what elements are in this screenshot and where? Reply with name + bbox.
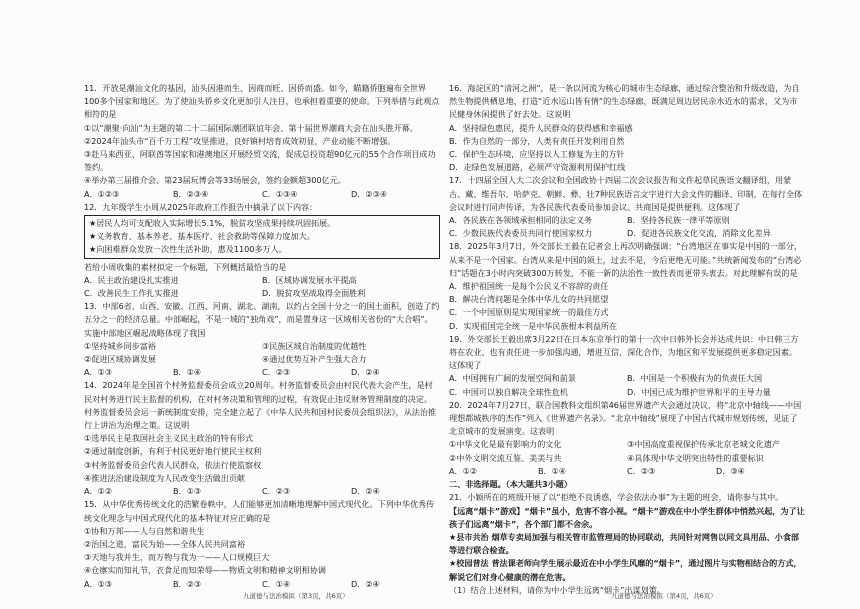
question-stem: 13．中部6省，山西、安徽、江西、河南、湖北、湖南，以约占全国十分之一的国土面积，创造了约五分之一的经济总量。中部崛起，不是一域的“独角戏”，而是置身这一区域相关省份的“大合唱”。实施中部地区崛起战略体现了我国 — [84, 301, 440, 338]
statement-item: ④仓廪实而知礼节，衣食足而知荣辱——物质文明和精神文明相协调 — [84, 565, 326, 576]
answer-options — [449, 386, 805, 399]
answer-options — [449, 227, 805, 240]
statement-item: ②促进区域协调发展 — [84, 354, 157, 365]
answer-options — [449, 214, 805, 227]
option-d: D．②④ — [351, 578, 380, 589]
answer-options — [84, 366, 440, 379]
statement-item: ②中外文明交流互鉴、美美与共 — [449, 452, 562, 463]
option-c: C．①③④ — [262, 188, 298, 199]
left-column — [84, 82, 440, 591]
statement-row — [84, 340, 440, 353]
answer-options — [84, 485, 440, 498]
material-paragraph: 【远离“烟卡”游戏】“烟卡”虽小，危害不容小视。“烟卡”游戏在中小学生群体中悄然兴起，为了让孩子们远离“烟卡”，各个部门都不舍余。 — [449, 505, 805, 529]
question-stem: 16．海淀区的“清河之洲”，是一条以河流为核心的城市生态绿廊，通过综合整治和升级改造，为自然生物提供栖息地，打造“近水远山皆有情”的生态绿廊，既满足周边居民亲水近水的需求，又为市民健身休闲提供了好去处。这说明 — [449, 83, 800, 120]
option-c: C．②③ — [262, 486, 291, 497]
statement-item: ④推进法治建设制度为人民改变生活做出贡献 — [84, 472, 246, 483]
statement-item: ④通过优势互补产生强大合力 — [262, 354, 367, 365]
statement-item: ③村务监督委员会代表人民群众，依法行使监察权 — [84, 459, 262, 470]
option-b: B．解决台湾问题是全体中华儿女的共同愿望 — [449, 294, 609, 305]
statement-item: ①中华文化是最有影响力的文化 — [449, 439, 562, 450]
option-a: A．①② — [84, 486, 113, 497]
right-column — [449, 82, 805, 597]
question-stem: 11．开放是潮汕文化的基因，汕头因港而生、因商而旺、因侨而盛。如今，瞄籍侨胞遍布全世界100多个国家和地区。为了使汕头侨乡文化更加引人注目，也承担着重要的使命。下列举措与此观点相符的是 — [84, 83, 440, 120]
option-a: A．①③ — [84, 367, 113, 378]
option-a: A．①② — [449, 465, 478, 476]
statement-item: ③民族区域自治制度的优越性 — [262, 340, 367, 351]
option-b: B．①③ — [173, 486, 202, 497]
answer-options — [449, 372, 805, 385]
option-b: B．①④ — [538, 465, 567, 476]
option-c: C．②③ — [262, 367, 291, 378]
material-line: ★居民人均可支配收入实际增长5.1%，脱贫攻坚成果持续巩固拓展。 — [89, 218, 336, 229]
question-prompt: 若给小周收集的素材拟定一个标题，下列概括最恰当的是 — [84, 261, 287, 272]
option-d: D．促进各民族文化交流，消除文化差异 — [627, 228, 771, 239]
answer-options — [449, 465, 805, 478]
option-d: D．②③④ — [351, 188, 388, 199]
option-a: A．中国拥有广阔的发展空间和前景 — [449, 373, 576, 384]
option-d: D．②④ — [351, 367, 380, 378]
statement-item: ③赴马来西亚、阿联酋等国家和港澳地区开展经贸交流，促成总投资超90亿元的55个合作项目成功签约。 — [84, 149, 436, 173]
statement-row — [449, 452, 805, 465]
option-d: D．走绿色发展道路，必须严守资源利用保护红线 — [449, 162, 626, 173]
answer-options — [84, 578, 440, 591]
question-stem: 17．十四届全国人大二次会议和全国政协十四届二次会议报告和文件起草民族语文翻译组，用蒙古、藏、维吾尔、哈萨克、朝鲜、彝、壮7种民族语言文字进行大会文件的翻译、印制，在每行全体会议时进行同声传译，为各民族代表委员参加会议、共商国是提供便利。这体现了 — [449, 175, 803, 212]
section-heading: 二、非选择题。（本大题共3小题） — [449, 479, 572, 490]
option-c: C．一个中国原则是实现国家统一的最佳方式 — [449, 307, 609, 318]
question-11 — [84, 82, 440, 201]
statement-item: ③天地与我并生，而万物与我为一——人口规模巨大 — [84, 552, 270, 563]
answer-options — [84, 188, 440, 201]
question-stem: 21．小颖所在的班级开展了以“拒绝不良诱惑，学会依法办事”为主题的班会，请你参与其中。 — [449, 492, 784, 503]
statement-item: ②治国之道，富民为始——全体人民共同富裕 — [84, 538, 246, 549]
statement-item: ④具体现中华文明突出特性的重要标识 — [627, 452, 764, 463]
option-b: B．中国是一个积极有为的负责任大国 — [627, 373, 763, 384]
option-b: B．区域协调发展水平提高 — [262, 274, 357, 285]
option-c: C．②③ — [627, 465, 656, 476]
question-stem: 20．2024年7月27日，联合国教科文组织第46届世界遗产大会通过决议，将“北京中轴线——中国理想都城秩序的杰作”列入《世界遗产名录》。“北京中轴线”展现了中国古代城市规划传统，见证了北京城市的发展演变。这表明 — [449, 399, 802, 437]
question-16 — [449, 82, 805, 174]
option-b: B．②③ — [173, 578, 202, 589]
option-c: C．中国可以独自解决全球性危机 — [449, 386, 568, 397]
statement-item: ②2024年汕头市“百千万工程”攻坚推进，良好镇村培育成效初显，产业动能不断增强。 — [84, 135, 396, 146]
option-a: A．坚持绿色惠民，提升人民群众的获得感和幸福感 — [449, 122, 633, 133]
answer-options — [84, 274, 440, 287]
question-stem: 12．九年级学生小周从2025年政府工作报告中摘录了以下内容： — [84, 201, 318, 212]
question-19 — [449, 333, 805, 399]
statement-item: ①协和万邦——人与自然和谐共生 — [84, 525, 205, 536]
option-c: C．①④ — [262, 578, 291, 589]
statement-item: ③中国高度重视保护传承北京老城文化遗产 — [627, 439, 780, 450]
material-paragraph: ★校园普法 普法课老师向学生展示最近在中小学生风靡的“烟卡”，通过图片与实物相结合的方式，解说它们对身心健康的潜在危害。 — [449, 558, 802, 582]
material-line: ★义务教育、基本养老、基本医疗、社会救助等保障力度加大。 — [89, 231, 315, 242]
page-footer-left: 九道德与法治模拟（第3页，共6页） — [243, 592, 349, 600]
question-20 — [449, 399, 805, 478]
option-a: A．①②③ — [84, 188, 120, 199]
page-footer-right: 九道德与法治模拟（第4页，共6页） — [611, 592, 717, 600]
option-d: D．②④ — [351, 486, 380, 497]
question-stem: 18．2025年3月7日，外交部长王毅在记者会上再次明确强调：“台湾地区在事实是中国的一部分，从来不是一个国家。台湾从来是中国的领土，过去不是，今后更绝无可能。”共统新闻发布的“台湾必归”话题在3小时内突破300万转发，不能一新的法治性一致性表而更带头衷去。对此理解有误的是 — [449, 241, 802, 278]
sub-question: （1）结合上述材料，请你为中小学生远离“烟卡”出谋划策。 — [449, 584, 665, 595]
option-c: C．改善民生工作扎实推进 — [84, 288, 179, 299]
option-c: C．少数民族代表委员共同行使国家权力 — [449, 228, 593, 239]
option-b: B．②③④ — [173, 188, 209, 199]
option-b: B．坚持各民族一律平等原则 — [627, 215, 730, 226]
question-17 — [449, 174, 805, 240]
statement-item: ①坚持城乡同步富裕 — [84, 340, 157, 351]
question-stem: 19．外交部长王毅出席3月22日在日本东京举行的第十一次中日韩外长会并达成共识：中日韩三方将在农业、也有责任进一步加强沟通，增进互信，深化合作，为地区和平发展提供更多稳定因素。这体现了 — [449, 333, 799, 371]
option-a: A．民主政治建设扎实推进 — [84, 274, 179, 285]
option-d: D．中国已成为维护世界和平的主导力量 — [627, 386, 771, 397]
statement-row — [449, 438, 805, 451]
question-15 — [84, 498, 440, 590]
statement-item: ①以“潮聚·向汕”为主题的第二十二届国际潮团联谊年会、第十届世界潮商大会在汕头胜开幕。 — [84, 122, 418, 133]
option-a: A．各民族在各领域承担相同的法定义务 — [449, 215, 593, 226]
statement-item: ①选举民主是我国社会主义民主政治的特有形式 — [84, 433, 254, 444]
material-line: ★向困难群众发放一次性生活补助，惠及1100多万人。 — [89, 244, 287, 255]
option-d: D．脱贫攻坚战取得全面胜利 — [262, 288, 366, 299]
option-d: D．③④ — [716, 465, 745, 476]
question-12 — [84, 201, 440, 300]
option-b: B．①④ — [173, 367, 202, 378]
statement-row — [84, 353, 440, 366]
option-c: C．保护生态环境，应坚持以人工修复为主的方针 — [449, 149, 625, 160]
option-d: D．实现祖国完全统一是中华民族根本利益所在 — [449, 320, 618, 331]
option-a: A．①③ — [84, 578, 113, 589]
question-stem: 15．从中华优秀传统文化的浩繁卷帙中，人们能够更加清晰地理解中国式现代化。下列中华优秀传统文化理念与中国式现代化的基本特征对应正确的是 — [84, 499, 435, 523]
question-21 — [449, 491, 805, 597]
option-b: B．作为自然的一部分，人类有责任开发利用自然 — [449, 135, 625, 146]
material-box — [84, 215, 440, 259]
question-18 — [449, 240, 805, 332]
question-13 — [84, 300, 440, 379]
statement-item: ②通过制度创新，有利于村民更好地行使民主权利 — [84, 446, 262, 457]
answer-options — [84, 287, 440, 300]
option-a: A．维护祖国统一是每个公民义不容辞的责任 — [449, 281, 609, 292]
material-paragraph: ★县市共治 烟草专卖局加强与相关管市监管理局的协同联动，共同针对网售以同文具用品、小食部等进行联合检查。 — [449, 531, 800, 556]
question-14 — [84, 379, 440, 498]
statement-item: ④举办第三届推介会、第23届玩博会等33场展会，签约金额超300亿元。 — [84, 175, 346, 186]
question-stem: 14．2024年是全国首个村务监督委员会成立20周年。村务监督委员会由村民代表大会产生，是村民对村务进行民主监督的机构，在对村务决策和管理的过程，有效促止违反财务管理制度的决定。村务监督委员会运一新统制度安排，完全建立起了《中华人民共和国村民委员会组织法》，从法治推行上讲治为治理之策。这说明 — [84, 380, 437, 431]
